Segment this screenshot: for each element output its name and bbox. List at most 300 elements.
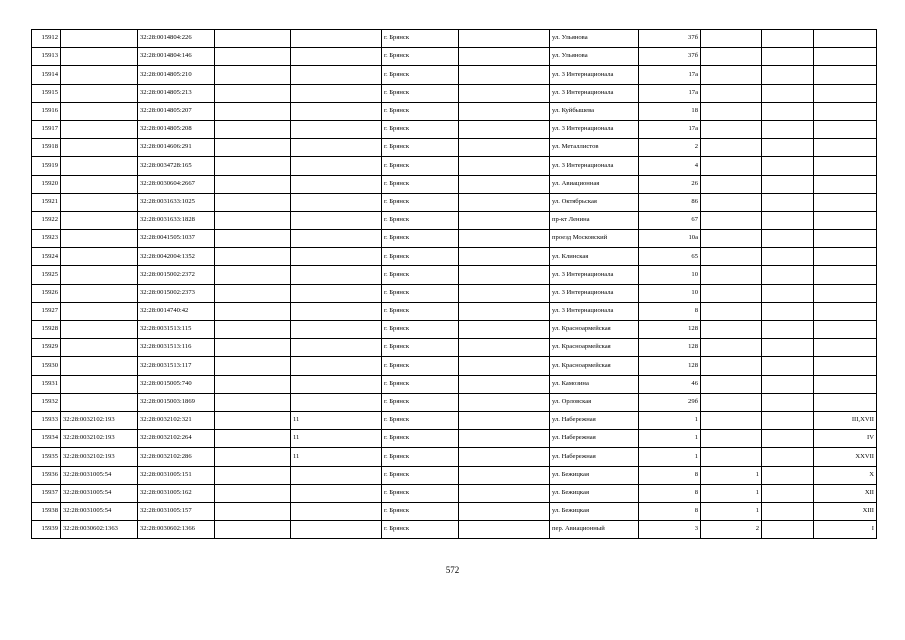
street-cell: ул. 3 Интернационала <box>550 284 639 302</box>
empty-cell <box>215 230 291 248</box>
empty-cell <box>215 120 291 138</box>
table-row <box>32 102 877 120</box>
floor-cell <box>291 393 382 411</box>
row-number-cell: 15937 <box>32 484 61 502</box>
house-number-cell: 46 <box>639 375 701 393</box>
empty-cell <box>215 211 291 229</box>
room-number-cell <box>814 139 877 157</box>
cadastral-number-cell: 32:28:0014805:210 <box>138 66 215 84</box>
cadastral-number-cell: 32:28:0015003:1869 <box>138 393 215 411</box>
room-number-cell <box>814 66 877 84</box>
room-number-cell: I <box>814 521 877 539</box>
empty-cell <box>459 84 550 102</box>
empty-cell <box>762 339 814 357</box>
floor-cell <box>291 357 382 375</box>
empty-cell <box>459 466 550 484</box>
floor-cell <box>291 284 382 302</box>
table-row <box>32 502 877 520</box>
parent-cadastral-cell <box>61 211 138 229</box>
cadastral-number-cell: 32:28:0031633:1828 <box>138 211 215 229</box>
parent-cadastral-cell: 32:28:0030602:1363 <box>61 521 138 539</box>
building-cell <box>701 120 762 138</box>
cadastral-number-cell: 32:28:0014804:226 <box>138 30 215 48</box>
parent-cadastral-cell <box>61 266 138 284</box>
empty-cell <box>215 375 291 393</box>
city-cell: г. Брянск <box>382 48 459 66</box>
parent-cadastral-cell: 32:28:0031005:54 <box>61 502 138 520</box>
floor-cell <box>291 139 382 157</box>
empty-cell <box>459 66 550 84</box>
cadastral-number-cell: 32:28:0041505:1037 <box>138 230 215 248</box>
empty-cell <box>215 321 291 339</box>
city-cell: г. Брянск <box>382 339 459 357</box>
street-cell: ул. Орловская <box>550 393 639 411</box>
street-cell: проезд Московский <box>550 230 639 248</box>
house-number-cell: 8 <box>639 484 701 502</box>
room-number-cell <box>814 211 877 229</box>
empty-cell <box>215 339 291 357</box>
row-number-cell: 15933 <box>32 411 61 429</box>
parent-cadastral-cell <box>61 375 138 393</box>
table-row <box>32 375 877 393</box>
room-number-cell <box>814 48 877 66</box>
city-cell: г. Брянск <box>382 302 459 320</box>
room-number-cell <box>814 120 877 138</box>
house-number-cell: 1 <box>639 430 701 448</box>
empty-cell <box>459 411 550 429</box>
empty-cell <box>459 448 550 466</box>
empty-cell <box>459 393 550 411</box>
empty-cell <box>215 430 291 448</box>
building-cell <box>701 193 762 211</box>
empty-cell <box>459 357 550 375</box>
row-number-cell: 15938 <box>32 502 61 520</box>
empty-cell <box>459 30 550 48</box>
table-row <box>32 430 877 448</box>
street-cell: ул. Авиационная <box>550 175 639 193</box>
table-row <box>32 230 877 248</box>
floor-cell <box>291 211 382 229</box>
row-number-cell: 15935 <box>32 448 61 466</box>
street-cell: ул. Набережная <box>550 430 639 448</box>
row-number-cell: 15912 <box>32 30 61 48</box>
empty-cell <box>762 139 814 157</box>
row-number-cell: 15916 <box>32 102 61 120</box>
city-cell: г. Брянск <box>382 211 459 229</box>
empty-cell <box>459 157 550 175</box>
empty-cell <box>459 302 550 320</box>
table-row <box>32 30 877 48</box>
room-number-cell <box>814 175 877 193</box>
cadastral-number-cell: 32:28:0014805:207 <box>138 102 215 120</box>
parent-cadastral-cell: 32:28:0032102:193 <box>61 430 138 448</box>
room-number-cell <box>814 375 877 393</box>
table-row <box>32 484 877 502</box>
table-row <box>32 175 877 193</box>
empty-cell <box>762 502 814 520</box>
building-cell <box>701 102 762 120</box>
house-number-cell: 3 <box>639 521 701 539</box>
empty-cell <box>459 484 550 502</box>
floor-cell <box>291 502 382 520</box>
empty-cell <box>762 30 814 48</box>
empty-cell <box>215 502 291 520</box>
building-cell <box>701 48 762 66</box>
row-number-cell: 15923 <box>32 230 61 248</box>
building-cell <box>701 230 762 248</box>
row-number-cell: 15917 <box>32 120 61 138</box>
city-cell: г. Брянск <box>382 502 459 520</box>
building-cell: 2 <box>701 521 762 539</box>
city-cell: г. Брянск <box>382 266 459 284</box>
empty-cell <box>215 466 291 484</box>
parent-cadastral-cell <box>61 30 138 48</box>
city-cell: г. Брянск <box>382 411 459 429</box>
row-number-cell: 15936 <box>32 466 61 484</box>
house-number-cell: 8 <box>639 302 701 320</box>
row-number-cell: 15939 <box>32 521 61 539</box>
parent-cadastral-cell: 32:28:0031005:54 <box>61 466 138 484</box>
row-number-cell: 15928 <box>32 321 61 339</box>
floor-cell <box>291 484 382 502</box>
table-row <box>32 448 877 466</box>
building-cell: 1 <box>701 502 762 520</box>
building-cell <box>701 84 762 102</box>
house-number-cell: 128 <box>639 339 701 357</box>
empty-cell <box>762 266 814 284</box>
street-cell: ул. 3 Интернационала <box>550 84 639 102</box>
table-row <box>32 193 877 211</box>
table-row <box>32 48 877 66</box>
room-number-cell <box>814 84 877 102</box>
house-number-cell: 8 <box>639 466 701 484</box>
table-body <box>32 30 877 539</box>
empty-cell <box>215 521 291 539</box>
empty-cell <box>762 302 814 320</box>
empty-cell <box>459 321 550 339</box>
parent-cadastral-cell <box>61 193 138 211</box>
street-cell: ул. 3 Интернационала <box>550 120 639 138</box>
cadastral-number-cell: 32:28:0014805:213 <box>138 84 215 102</box>
empty-cell <box>762 393 814 411</box>
empty-cell <box>459 193 550 211</box>
table-row <box>32 521 877 539</box>
empty-cell <box>459 502 550 520</box>
room-number-cell <box>814 302 877 320</box>
cadastral-number-cell: 32:28:0015002:2372 <box>138 266 215 284</box>
city-cell: г. Брянск <box>382 521 459 539</box>
parent-cadastral-cell <box>61 321 138 339</box>
building-cell <box>701 339 762 357</box>
floor-cell <box>291 230 382 248</box>
empty-cell <box>762 357 814 375</box>
table-row <box>32 139 877 157</box>
floor-cell <box>291 193 382 211</box>
row-number-cell: 15926 <box>32 284 61 302</box>
floor-cell <box>291 66 382 84</box>
room-number-cell <box>814 248 877 266</box>
floor-cell: 11 <box>291 448 382 466</box>
registry-table <box>31 29 877 539</box>
row-number-cell: 15922 <box>32 211 61 229</box>
empty-cell <box>459 248 550 266</box>
empty-cell <box>459 139 550 157</box>
parent-cadastral-cell <box>61 302 138 320</box>
house-number-cell: 2 <box>639 139 701 157</box>
row-number-cell: 15931 <box>32 375 61 393</box>
house-number-cell: 128 <box>639 321 701 339</box>
house-number-cell: 17а <box>639 84 701 102</box>
room-number-cell: X <box>814 466 877 484</box>
table-row <box>32 266 877 284</box>
city-cell: г. Брянск <box>382 248 459 266</box>
cadastral-number-cell: 32:28:0015002:2373 <box>138 284 215 302</box>
empty-cell <box>459 339 550 357</box>
empty-cell <box>215 484 291 502</box>
cadastral-number-cell: 32:28:0014740:42 <box>138 302 215 320</box>
building-cell <box>701 248 762 266</box>
building-cell <box>701 321 762 339</box>
street-cell: ул. Камозина <box>550 375 639 393</box>
street-cell: ул. Красноармейская <box>550 339 639 357</box>
parent-cadastral-cell <box>61 284 138 302</box>
building-cell <box>701 448 762 466</box>
city-cell: г. Брянск <box>382 30 459 48</box>
empty-cell <box>215 284 291 302</box>
empty-cell <box>215 193 291 211</box>
empty-cell <box>459 211 550 229</box>
cadastral-number-cell: 32:28:0032102:321 <box>138 411 215 429</box>
row-number-cell: 15934 <box>32 430 61 448</box>
city-cell: г. Брянск <box>382 84 459 102</box>
parent-cadastral-cell <box>61 84 138 102</box>
house-number-cell: 1 <box>639 411 701 429</box>
room-number-cell <box>814 357 877 375</box>
empty-cell <box>762 248 814 266</box>
page-number: 572 <box>445 565 460 575</box>
building-cell <box>701 157 762 175</box>
table-row <box>32 393 877 411</box>
empty-cell <box>762 375 814 393</box>
house-number-cell: 67 <box>639 211 701 229</box>
city-cell: г. Брянск <box>382 357 459 375</box>
building-cell <box>701 430 762 448</box>
city-cell: г. Брянск <box>382 448 459 466</box>
building-cell <box>701 375 762 393</box>
row-number-cell: 15932 <box>32 393 61 411</box>
city-cell: г. Брянск <box>382 230 459 248</box>
floor-cell <box>291 321 382 339</box>
city-cell: г. Брянск <box>382 139 459 157</box>
city-cell: г. Брянск <box>382 393 459 411</box>
city-cell: г. Брянск <box>382 375 459 393</box>
house-number-cell: 8 <box>639 502 701 520</box>
street-cell: ул. 3 Интернационала <box>550 302 639 320</box>
street-cell: ул. Красноармейская <box>550 357 639 375</box>
floor-cell <box>291 102 382 120</box>
street-cell: ул. Набережная <box>550 411 639 429</box>
empty-cell <box>762 448 814 466</box>
parent-cadastral-cell: 32:28:0032102:193 <box>61 411 138 429</box>
cadastral-number-cell: 32:28:0034728:165 <box>138 157 215 175</box>
empty-cell <box>215 30 291 48</box>
house-number-cell: 10а <box>639 230 701 248</box>
building-cell <box>701 393 762 411</box>
floor-cell <box>291 248 382 266</box>
street-cell: ул. Куйбышева <box>550 102 639 120</box>
room-number-cell <box>814 230 877 248</box>
room-number-cell <box>814 157 877 175</box>
house-number-cell: 86 <box>639 193 701 211</box>
empty-cell <box>215 102 291 120</box>
parent-cadastral-cell <box>61 357 138 375</box>
street-cell: ул. Бежицкая <box>550 466 639 484</box>
house-number-cell: 26 <box>639 175 701 193</box>
room-number-cell <box>814 321 877 339</box>
room-number-cell: XII <box>814 484 877 502</box>
house-number-cell: 10 <box>639 266 701 284</box>
empty-cell <box>215 448 291 466</box>
room-number-cell <box>814 266 877 284</box>
city-cell: г. Брянск <box>382 430 459 448</box>
building-cell: 1 <box>701 484 762 502</box>
empty-cell <box>215 48 291 66</box>
empty-cell <box>762 284 814 302</box>
empty-cell <box>459 521 550 539</box>
empty-cell <box>762 466 814 484</box>
parent-cadastral-cell <box>61 120 138 138</box>
cadastral-number-cell: 32:28:0031005:151 <box>138 466 215 484</box>
city-cell: г. Брянск <box>382 102 459 120</box>
empty-cell <box>459 102 550 120</box>
house-number-cell: 17а <box>639 66 701 84</box>
house-number-cell: 65 <box>639 248 701 266</box>
empty-cell <box>762 230 814 248</box>
house-number-cell: 4 <box>639 157 701 175</box>
building-cell <box>701 357 762 375</box>
street-cell: ул. Бежицкая <box>550 484 639 502</box>
cadastral-number-cell: 32:28:0042004:1352 <box>138 248 215 266</box>
table-row <box>32 321 877 339</box>
cadastral-number-cell: 32:28:0031513:117 <box>138 357 215 375</box>
empty-cell <box>215 411 291 429</box>
room-number-cell <box>814 193 877 211</box>
row-number-cell: 15925 <box>32 266 61 284</box>
floor-cell <box>291 175 382 193</box>
empty-cell <box>215 157 291 175</box>
table-row <box>32 339 877 357</box>
room-number-cell <box>814 339 877 357</box>
empty-cell <box>459 48 550 66</box>
empty-cell <box>459 120 550 138</box>
empty-cell <box>215 393 291 411</box>
table-row <box>32 211 877 229</box>
empty-cell <box>762 175 814 193</box>
street-cell: ул. Бежицкая <box>550 502 639 520</box>
floor-cell <box>291 339 382 357</box>
room-number-cell <box>814 102 877 120</box>
room-number-cell: III,XVII <box>814 411 877 429</box>
row-number-cell: 15927 <box>32 302 61 320</box>
house-number-cell: 18 <box>639 102 701 120</box>
floor-cell <box>291 120 382 138</box>
street-cell: пер. Авиационный <box>550 521 639 539</box>
row-number-cell: 15924 <box>32 248 61 266</box>
city-cell: г. Брянск <box>382 321 459 339</box>
row-number-cell: 15929 <box>32 339 61 357</box>
empty-cell <box>215 175 291 193</box>
table-row <box>32 248 877 266</box>
floor-cell <box>291 302 382 320</box>
room-number-cell <box>814 393 877 411</box>
city-cell: г. Брянск <box>382 193 459 211</box>
table-row <box>32 411 877 429</box>
parent-cadastral-cell <box>61 157 138 175</box>
building-cell <box>701 302 762 320</box>
parent-cadastral-cell <box>61 48 138 66</box>
cadastral-number-cell: 32:28:0031005:157 <box>138 502 215 520</box>
row-number-cell: 15919 <box>32 157 61 175</box>
street-cell: ул. Металлистов <box>550 139 639 157</box>
parent-cadastral-cell <box>61 175 138 193</box>
cadastral-number-cell: 32:28:0014804:146 <box>138 48 215 66</box>
table-row <box>32 302 877 320</box>
empty-cell <box>762 211 814 229</box>
table-row <box>32 84 877 102</box>
cadastral-number-cell: 32:28:0031513:116 <box>138 339 215 357</box>
parent-cadastral-cell <box>61 102 138 120</box>
building-cell <box>701 66 762 84</box>
empty-cell <box>762 521 814 539</box>
parent-cadastral-cell <box>61 139 138 157</box>
floor-cell <box>291 521 382 539</box>
street-cell: ул. Клинская <box>550 248 639 266</box>
empty-cell <box>215 302 291 320</box>
building-cell <box>701 30 762 48</box>
floor-cell <box>291 84 382 102</box>
table-row <box>32 357 877 375</box>
cadastral-number-cell: 32:28:0032102:264 <box>138 430 215 448</box>
street-cell: ул. Красноармейская <box>550 321 639 339</box>
empty-cell <box>762 66 814 84</box>
city-cell: г. Брянск <box>382 284 459 302</box>
city-cell: г. Брянск <box>382 175 459 193</box>
empty-cell <box>762 484 814 502</box>
building-cell <box>701 284 762 302</box>
street-cell: ул. 3 Интернационала <box>550 157 639 175</box>
floor-cell <box>291 375 382 393</box>
floor-cell: 11 <box>291 430 382 448</box>
house-number-cell: 29б <box>639 393 701 411</box>
empty-cell <box>459 175 550 193</box>
floor-cell <box>291 30 382 48</box>
city-cell: г. Брянск <box>382 66 459 84</box>
empty-cell <box>215 139 291 157</box>
parent-cadastral-cell <box>61 230 138 248</box>
empty-cell <box>762 157 814 175</box>
empty-cell <box>215 266 291 284</box>
parent-cadastral-cell <box>61 393 138 411</box>
house-number-cell: 1 <box>639 448 701 466</box>
room-number-cell <box>814 284 877 302</box>
empty-cell <box>762 193 814 211</box>
room-number-cell: XXVII <box>814 448 877 466</box>
room-number-cell: IV <box>814 430 877 448</box>
cadastral-number-cell: 32:28:0014606:291 <box>138 139 215 157</box>
building-cell <box>701 266 762 284</box>
floor-cell <box>291 48 382 66</box>
empty-cell <box>762 102 814 120</box>
